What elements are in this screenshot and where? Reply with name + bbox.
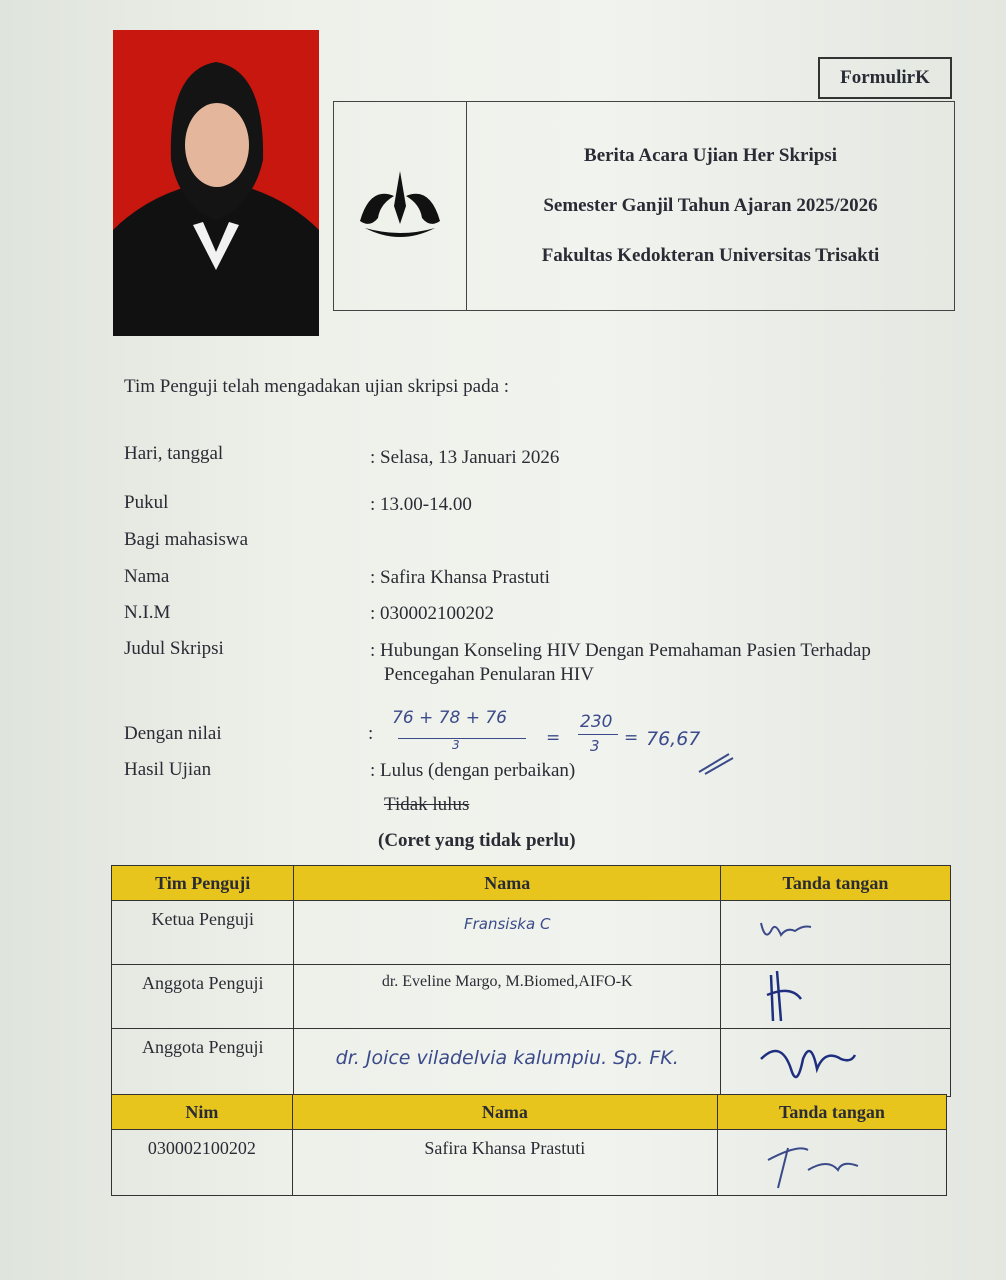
nim-value: : 030002100202 bbox=[370, 603, 495, 624]
double-slash-mark bbox=[695, 748, 735, 776]
student-table bbox=[111, 1094, 947, 1196]
student-nim: 030002100202 bbox=[112, 1130, 293, 1196]
grade-eq2: = bbox=[624, 728, 639, 748]
signature-cell bbox=[717, 1130, 946, 1196]
nim-label: N.I.M bbox=[124, 602, 171, 623]
signature-cell bbox=[720, 901, 950, 965]
grade-sum: 230 bbox=[580, 712, 613, 732]
thesis-title-line1: : Hubungan Konseling HIV Dengan Pemahaman Pasien Terhadap bbox=[370, 640, 871, 661]
col-header-signature: Tanda tangan bbox=[717, 1095, 946, 1130]
header-titles bbox=[467, 102, 954, 310]
col-header-team: Tim Penguji bbox=[112, 866, 294, 901]
table-row bbox=[112, 1130, 947, 1196]
form-code-box bbox=[818, 57, 952, 99]
time-value: : 13.00-14.00 bbox=[370, 494, 472, 515]
examiner-name: dr. Eveline Margo, M.Biomed,AIFO-K bbox=[294, 965, 721, 1029]
col-header-nim: Nim bbox=[112, 1095, 293, 1130]
examiner-role: Anggota Penguji bbox=[112, 1029, 294, 1097]
university-logo bbox=[334, 102, 467, 310]
examiners-table bbox=[111, 865, 951, 1097]
table-header-row bbox=[112, 1095, 947, 1130]
examiner-role: Ketua Penguji bbox=[112, 901, 294, 965]
col-header-signature: Tanda tangan bbox=[720, 866, 950, 901]
document-header bbox=[333, 101, 955, 311]
signature-mark bbox=[721, 1029, 950, 1091]
header-title: Berita Acara Ujian Her Skripsi bbox=[584, 145, 837, 166]
header-semester: Semester Ganjil Tahun Ajaran 2025/2026 bbox=[543, 195, 878, 216]
grade-sum-den: 3 bbox=[590, 737, 600, 755]
col-header-name: Nama bbox=[292, 1095, 717, 1130]
examiner-name: Fransiska C bbox=[294, 901, 721, 965]
grade-denominator: 3 bbox=[452, 738, 460, 752]
day-value: : Selasa, 13 Januari 2026 bbox=[370, 447, 560, 468]
student-name: Safira Khansa Prastuti bbox=[292, 1130, 717, 1196]
grade-fraction-line bbox=[398, 738, 526, 739]
table-row bbox=[112, 965, 951, 1029]
signature-mark bbox=[721, 965, 950, 1023]
thesis-title-line2: Pencegahan Penularan HIV bbox=[384, 664, 594, 685]
strike-note: (Coret yang tidak perlu) bbox=[378, 830, 576, 851]
examiner-role: Anggota Penguji bbox=[112, 965, 294, 1029]
grade-label: Dengan nilai bbox=[124, 723, 222, 744]
result-label: Hasil Ujian bbox=[124, 759, 212, 780]
signature-mark bbox=[721, 901, 950, 959]
examiner-name: dr. Joice viladelvia kalumpiu. Sp. FK. bbox=[294, 1029, 721, 1097]
grade-result: 76,67 bbox=[646, 728, 701, 750]
thesis-title-label: Judul Skripsi bbox=[124, 638, 224, 659]
intro-text: Tim Penguji telah mengadakan ujian skripsi pada : bbox=[124, 376, 510, 397]
signature-cell bbox=[720, 965, 950, 1029]
result-struck: Tidak lulus bbox=[384, 794, 470, 815]
day-label: Hari, tanggal bbox=[124, 443, 224, 464]
name-label: Nama bbox=[124, 566, 170, 587]
grade-eq1: = bbox=[546, 728, 561, 748]
result-value: : Lulus (dengan perbaikan) bbox=[370, 760, 576, 781]
student-photo bbox=[113, 30, 319, 336]
student-section-label: Bagi mahasiswa bbox=[124, 529, 249, 550]
grade-numerator: 76 + 78 + 76 bbox=[392, 708, 507, 728]
signature-cell bbox=[720, 1029, 950, 1097]
name-value: : Safira Khansa Prastuti bbox=[370, 567, 550, 588]
signature-mark bbox=[718, 1130, 946, 1190]
grade-fraction-line-2 bbox=[578, 734, 618, 735]
trisakti-logo-icon bbox=[350, 166, 450, 246]
table-header-row bbox=[112, 866, 951, 901]
col-header-name: Nama bbox=[294, 866, 721, 901]
header-faculty: Fakultas Kedokteran Universitas Trisakti bbox=[541, 245, 880, 266]
table-row bbox=[112, 901, 951, 965]
grade-colon: : bbox=[368, 723, 374, 744]
time-label: Pukul bbox=[124, 492, 169, 513]
form-code: FormulirK bbox=[840, 67, 930, 88]
table-row bbox=[112, 1029, 951, 1097]
